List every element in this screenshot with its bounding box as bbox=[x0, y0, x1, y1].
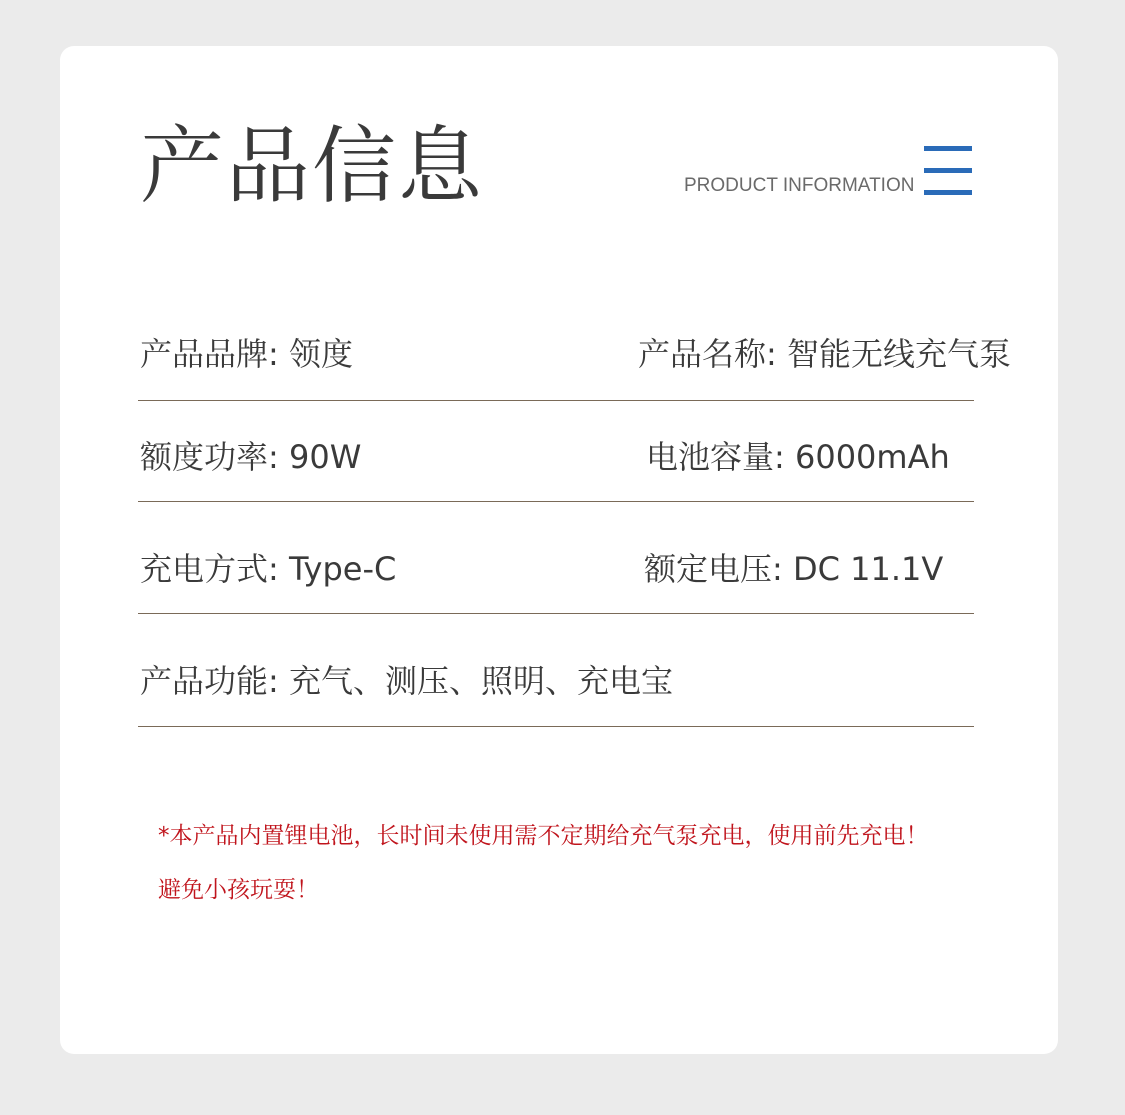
spec-brand bbox=[140, 334, 353, 374]
spec-label: 充电方式: bbox=[140, 550, 279, 588]
spec-label: 额定电压: bbox=[644, 550, 783, 588]
menu-icon[interactable] bbox=[924, 146, 972, 196]
spec-charging-method bbox=[140, 549, 396, 589]
spec-label: 产品功能: bbox=[140, 662, 279, 700]
spec-value: 领度 bbox=[288, 335, 353, 373]
page-subtitle: PRODUCT INFORMATION bbox=[684, 175, 915, 196]
spec-rated-voltage bbox=[644, 549, 943, 589]
spec-value: 6000mAh bbox=[794, 438, 950, 476]
menu-bar-bottom bbox=[924, 190, 972, 195]
spec-rated-power bbox=[140, 437, 361, 477]
spec-row-4 bbox=[138, 613, 974, 727]
spec-row-3 bbox=[138, 501, 974, 614]
spec-battery-capacity bbox=[646, 437, 950, 477]
menu-bar-top bbox=[924, 146, 972, 151]
spec-label: 产品名称: bbox=[638, 335, 777, 373]
spec-value: 智能无线充气泵 bbox=[786, 335, 1011, 373]
spec-label: 额度功率: bbox=[140, 438, 279, 476]
spec-label: 产品品牌: bbox=[140, 335, 279, 373]
menu-bar-middle bbox=[924, 168, 972, 173]
spec-product-name bbox=[638, 334, 1011, 374]
spec-value: 充气、测压、照明、充电宝 bbox=[288, 662, 673, 700]
spec-value: Type-C bbox=[288, 550, 397, 588]
spec-functions bbox=[140, 661, 673, 701]
warning-note-line-1: *本产品内置锂电池，长时间未使用需不定期给充气泵充电，使用前先充电！ bbox=[158, 823, 929, 849]
product-info-card bbox=[60, 46, 1058, 1054]
spec-value: DC 11.1V bbox=[792, 550, 944, 588]
spec-row-2 bbox=[138, 400, 974, 502]
spec-row-1 bbox=[138, 310, 1011, 401]
spec-value: 90W bbox=[288, 438, 362, 476]
page-title: 产品信息 bbox=[140, 117, 485, 215]
spec-label: 电池容量: bbox=[646, 438, 785, 476]
warning-note-line-2: 避免小孩玩耍！ bbox=[158, 877, 319, 903]
